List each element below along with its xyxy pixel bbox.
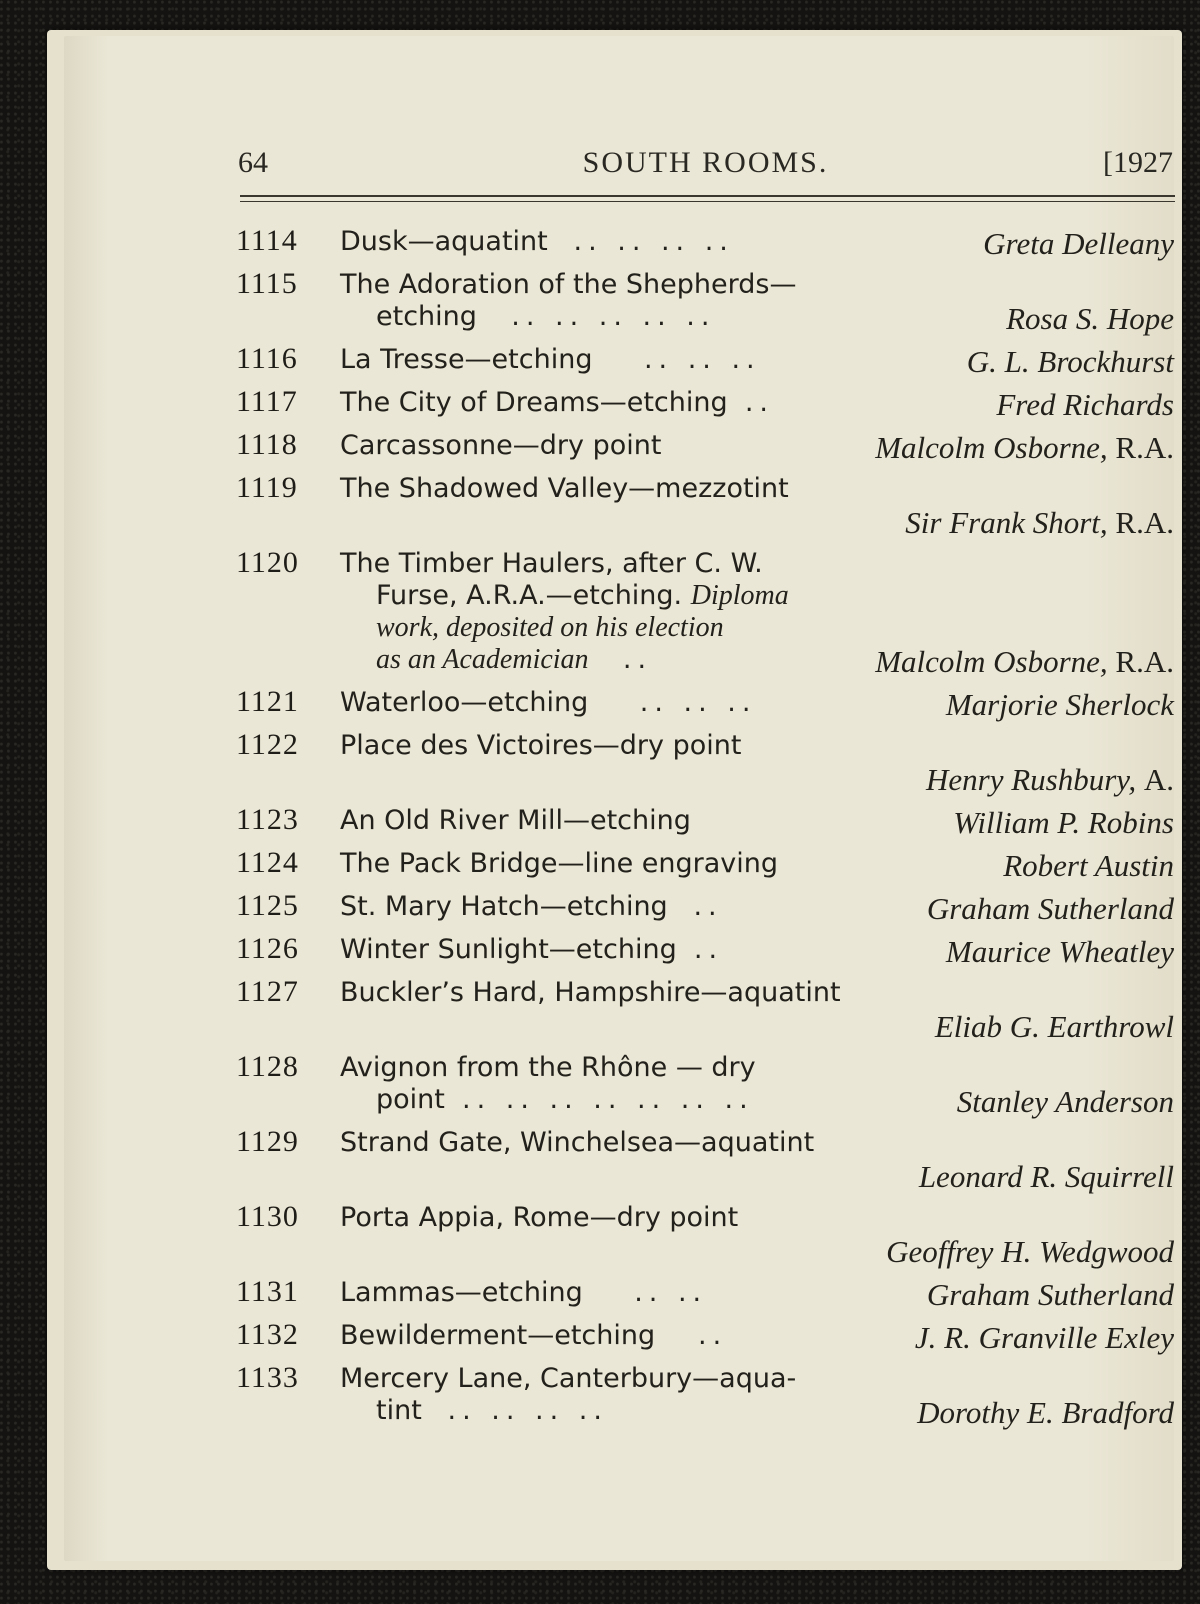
entry-artist: Dorothy E. Bradford	[917, 1395, 1174, 1430]
entry-artist: Rosa S. Hope	[1006, 301, 1174, 336]
entry-artist: Henry Rushbury,	[926, 762, 1137, 797]
year-bracket: [1927	[1103, 146, 1173, 179]
leader-dots: .. .. .. ..	[447, 1395, 608, 1426]
entry-artist: Stanley Anderson	[956, 1084, 1174, 1119]
entry-title-cont: tint	[376, 1395, 422, 1426]
entry-artist: Marjorie Sherlock	[945, 687, 1174, 722]
leader-dots: .. ..	[634, 1277, 708, 1308]
running-header	[238, 146, 1173, 186]
catalogue-entry	[236, 685, 1176, 725]
catalogue-entry	[236, 342, 1176, 382]
entry-artist: Geoffrey H. Wedgwood	[886, 1234, 1174, 1269]
entry-artist: Fred Richards	[996, 387, 1174, 422]
entry-artist: Leonard R. Squirrell	[918, 1159, 1174, 1194]
entry-title-cont: point	[376, 1084, 445, 1115]
leader-dots: .. .. .. .. ..	[511, 301, 716, 332]
entry-number: 1118	[236, 428, 298, 461]
leader-dots: ..	[744, 387, 774, 418]
entry-number: 1122	[236, 728, 299, 761]
leader-dots: ..	[622, 644, 653, 675]
artist-suffix: R.A.	[1115, 505, 1174, 540]
entry-artist: Graham Sutherland	[926, 891, 1174, 926]
catalogue-entry	[236, 889, 1176, 929]
entry-artist: Malcolm Osborne,	[875, 644, 1108, 679]
entry-title: Carcassonne—dry point	[340, 430, 662, 461]
artist-suffix: R.A.	[1115, 430, 1174, 465]
entry-title: Waterloo—etching	[340, 687, 589, 718]
catalogue-entry	[236, 1050, 1176, 1122]
entry-title: St. Mary Hatch—etching	[340, 891, 668, 922]
entry-number: 1128	[236, 1050, 299, 1083]
entry-title-cont: Furse, A.R.A.—etching.	[376, 580, 683, 611]
leader-dots: .. .. .. .. .. .. ..	[462, 1084, 754, 1115]
catalogue-entries	[236, 224, 1176, 1436]
entry-title: The Timber Haulers, after C. W.	[340, 548, 763, 579]
diploma-note-end: as an Academician	[376, 644, 589, 675]
catalogue-entry	[236, 1318, 1176, 1358]
entry-artist: Eliab G. Earthrowl	[934, 1009, 1174, 1044]
entry-artist: Maurice Wheatley	[945, 934, 1174, 969]
catalogue-entry	[236, 932, 1176, 972]
catalogue-entry	[236, 428, 1176, 468]
entry-number: 1127	[236, 975, 299, 1008]
entry-title: Porta Appia, Rome—dry point	[340, 1202, 739, 1233]
entry-number: 1117	[236, 385, 298, 418]
catalogue-entry	[236, 975, 1176, 1047]
entry-title: Lammas—etching	[340, 1277, 583, 1308]
diploma-note: Diploma	[690, 580, 789, 611]
entry-number: 1119	[236, 471, 298, 504]
entry-number: 1124	[236, 846, 299, 879]
leader-dots: .. .. .. ..	[573, 226, 734, 257]
entry-title: Strand Gate, Winchelsea—aquatint	[340, 1127, 815, 1158]
leader-dots: ..	[698, 1320, 728, 1351]
catalogue-entry	[236, 1125, 1176, 1197]
entry-artist: Sir Frank Short,	[905, 505, 1108, 540]
catalogue-entry	[236, 1361, 1176, 1433]
entry-artist: G. L. Brockhurst	[966, 344, 1174, 379]
entry-title: The Adoration of the Shepherds—	[340, 269, 797, 300]
leader-dots: ..	[693, 891, 723, 922]
entry-title: Avignon from the Rhône — dry	[340, 1052, 756, 1083]
leader-dots: ..	[693, 934, 724, 965]
page-title: SOUTH ROOMS.	[582, 146, 829, 179]
entry-number: 1115	[236, 267, 298, 300]
entry-number: 1121	[236, 685, 299, 718]
entry-number: 1132	[236, 1318, 299, 1351]
entry-title: Dusk—aquatint	[340, 226, 548, 257]
entry-title: The Shadowed Valley—mezzotint	[340, 473, 789, 504]
entry-title: Buckler’s Hard, Hampshire—aquatint	[340, 977, 841, 1008]
entry-number: 1123	[236, 803, 299, 836]
header-rule-thick	[240, 195, 1175, 197]
entry-artist: J. R. Granville Exley	[914, 1320, 1174, 1355]
entry-number: 1120	[236, 546, 299, 579]
catalogue-entry	[236, 1200, 1176, 1272]
entry-artist: Greta Delleany	[983, 226, 1174, 261]
entry-artist: Malcolm Osborne,	[875, 430, 1108, 465]
entry-artist: Graham Sutherland	[926, 1277, 1174, 1312]
catalogue-entry	[236, 546, 1176, 682]
entry-number: 1130	[236, 1200, 299, 1233]
catalogue-entry	[236, 728, 1176, 800]
catalogue-entry	[236, 1275, 1176, 1315]
catalogue-entry	[236, 471, 1176, 543]
entry-title: Bewilderment—etching	[340, 1320, 656, 1351]
artist-suffix: A.	[1143, 762, 1174, 797]
entry-title: Place des Victoires—dry point	[340, 730, 742, 761]
entry-title: The City of Dreams—etching	[340, 387, 728, 418]
leader-dots: .. .. ..	[643, 344, 761, 375]
entry-title: La Tresse—etching	[340, 344, 593, 375]
entry-number: 1133	[236, 1361, 299, 1394]
entry-artist: William P. Robins	[953, 805, 1174, 840]
entry-number: 1116	[236, 342, 298, 375]
header-rule-thin	[240, 201, 1175, 202]
artist-suffix: R.A.	[1115, 644, 1174, 679]
leader-dots: .. .. ..	[639, 687, 757, 718]
catalogue-entry	[236, 385, 1176, 425]
entry-number: 1114	[236, 224, 298, 257]
entry-number: 1125	[236, 889, 299, 922]
catalogue-entry	[236, 846, 1176, 886]
entry-artist: Robert Austin	[1003, 848, 1174, 883]
entry-title: The Pack Bridge—line engraving	[340, 848, 779, 879]
entry-title: An Old River Mill—etching	[340, 805, 691, 836]
catalogue-entry	[236, 803, 1176, 843]
entry-title: Mercery Lane, Canterbury—aqua-	[340, 1363, 797, 1394]
entry-title: Winter Sunlight—etching	[340, 934, 677, 965]
entry-number: 1131	[236, 1275, 299, 1308]
entry-title-cont: etching	[376, 301, 477, 332]
catalogue-entry	[236, 224, 1176, 264]
entry-number: 1126	[236, 932, 299, 965]
page-number: 64	[238, 146, 268, 179]
diploma-note-cont: work, deposited on his election	[376, 612, 724, 643]
catalogue-entry	[236, 267, 1176, 339]
entry-number: 1129	[236, 1125, 299, 1158]
